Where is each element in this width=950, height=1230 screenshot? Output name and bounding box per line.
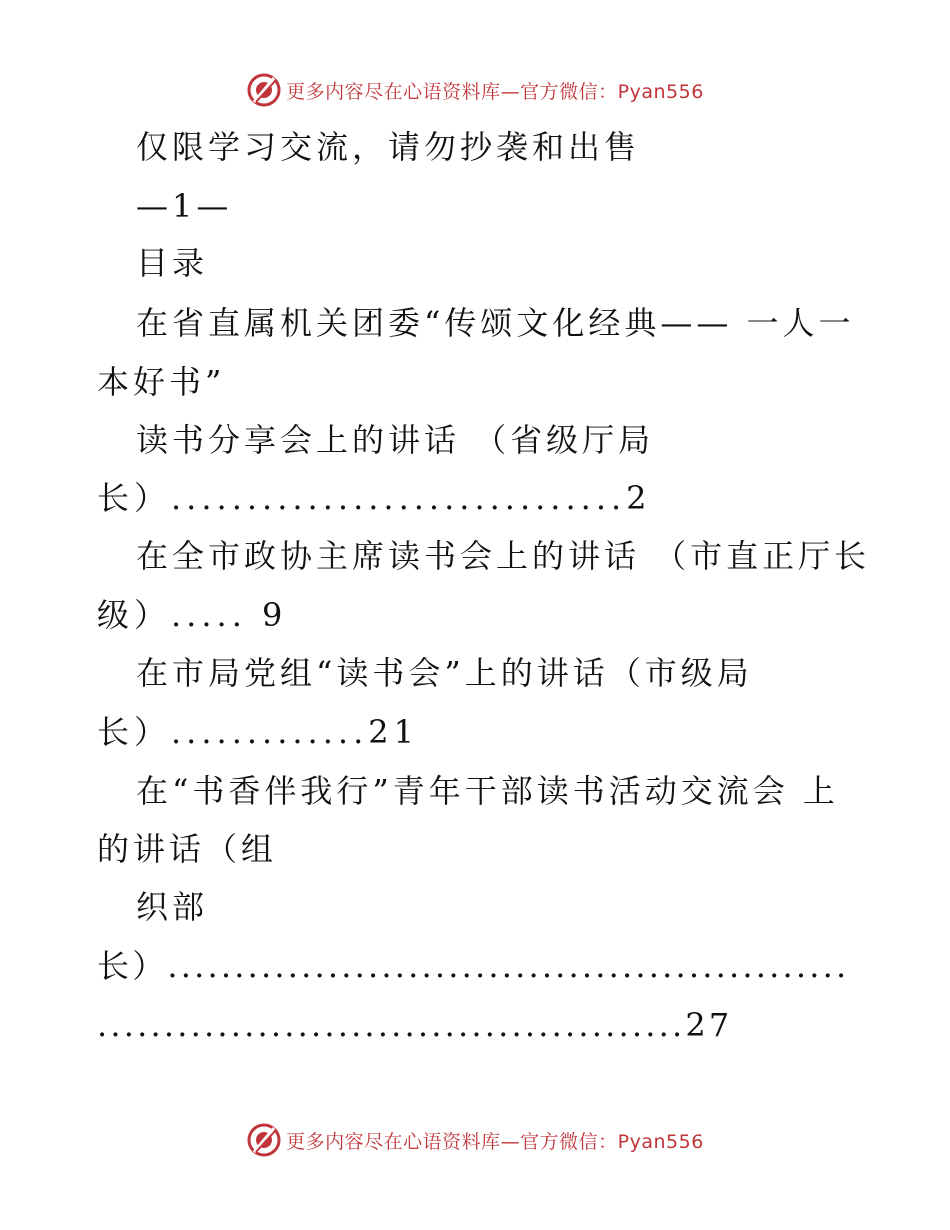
watermark-text: 更多内容尽在心语资料库—官方微信：Pyan556 (286, 1130, 704, 1153)
watermark-text: 更多内容尽在心语资料库—官方微信：Pyan556 (286, 80, 704, 103)
toc-entry-line: 读书分享会上的讲话 （省级厅局 (136, 421, 655, 459)
copyright-notice: 仅限学习交流，请勿抄袭和出售 (136, 128, 641, 166)
toc-entry-line: 在市局党组“读书会”上的讲话（市级局 (136, 654, 753, 692)
toc-entry-line: 级）..... 9 (97, 596, 288, 634)
footer-watermark (0, 1120, 950, 1160)
toc-entry-line: ............................................27 (97, 1006, 733, 1044)
toc-entry-line: 在全市政协主席读书会上的讲话 （市直正厅长 (136, 537, 871, 575)
toc-entry-line: 长）................................................... (97, 947, 850, 985)
toc-entry-line: 长）..............................2 (97, 479, 652, 517)
toc-entry-line: 在省直属机关团委“传颂文化经典—— 一人一 (136, 304, 855, 342)
brand-logo-icon (246, 1122, 282, 1158)
brand-logo-icon (246, 72, 282, 108)
toc-title: 目录 (136, 244, 209, 282)
toc-entry-line: 长）.............21 (97, 713, 419, 751)
page-number: —1— (136, 187, 233, 225)
toc-entry-line: 织部 (136, 888, 209, 926)
toc-entry-line: 的讲话（组 (97, 830, 278, 868)
toc-entry-line: 在“书香伴我行”青年干部读书活动交流会 上 (136, 772, 839, 810)
header-watermark (0, 70, 950, 110)
toc-entry-line: 本好书” (97, 363, 226, 401)
